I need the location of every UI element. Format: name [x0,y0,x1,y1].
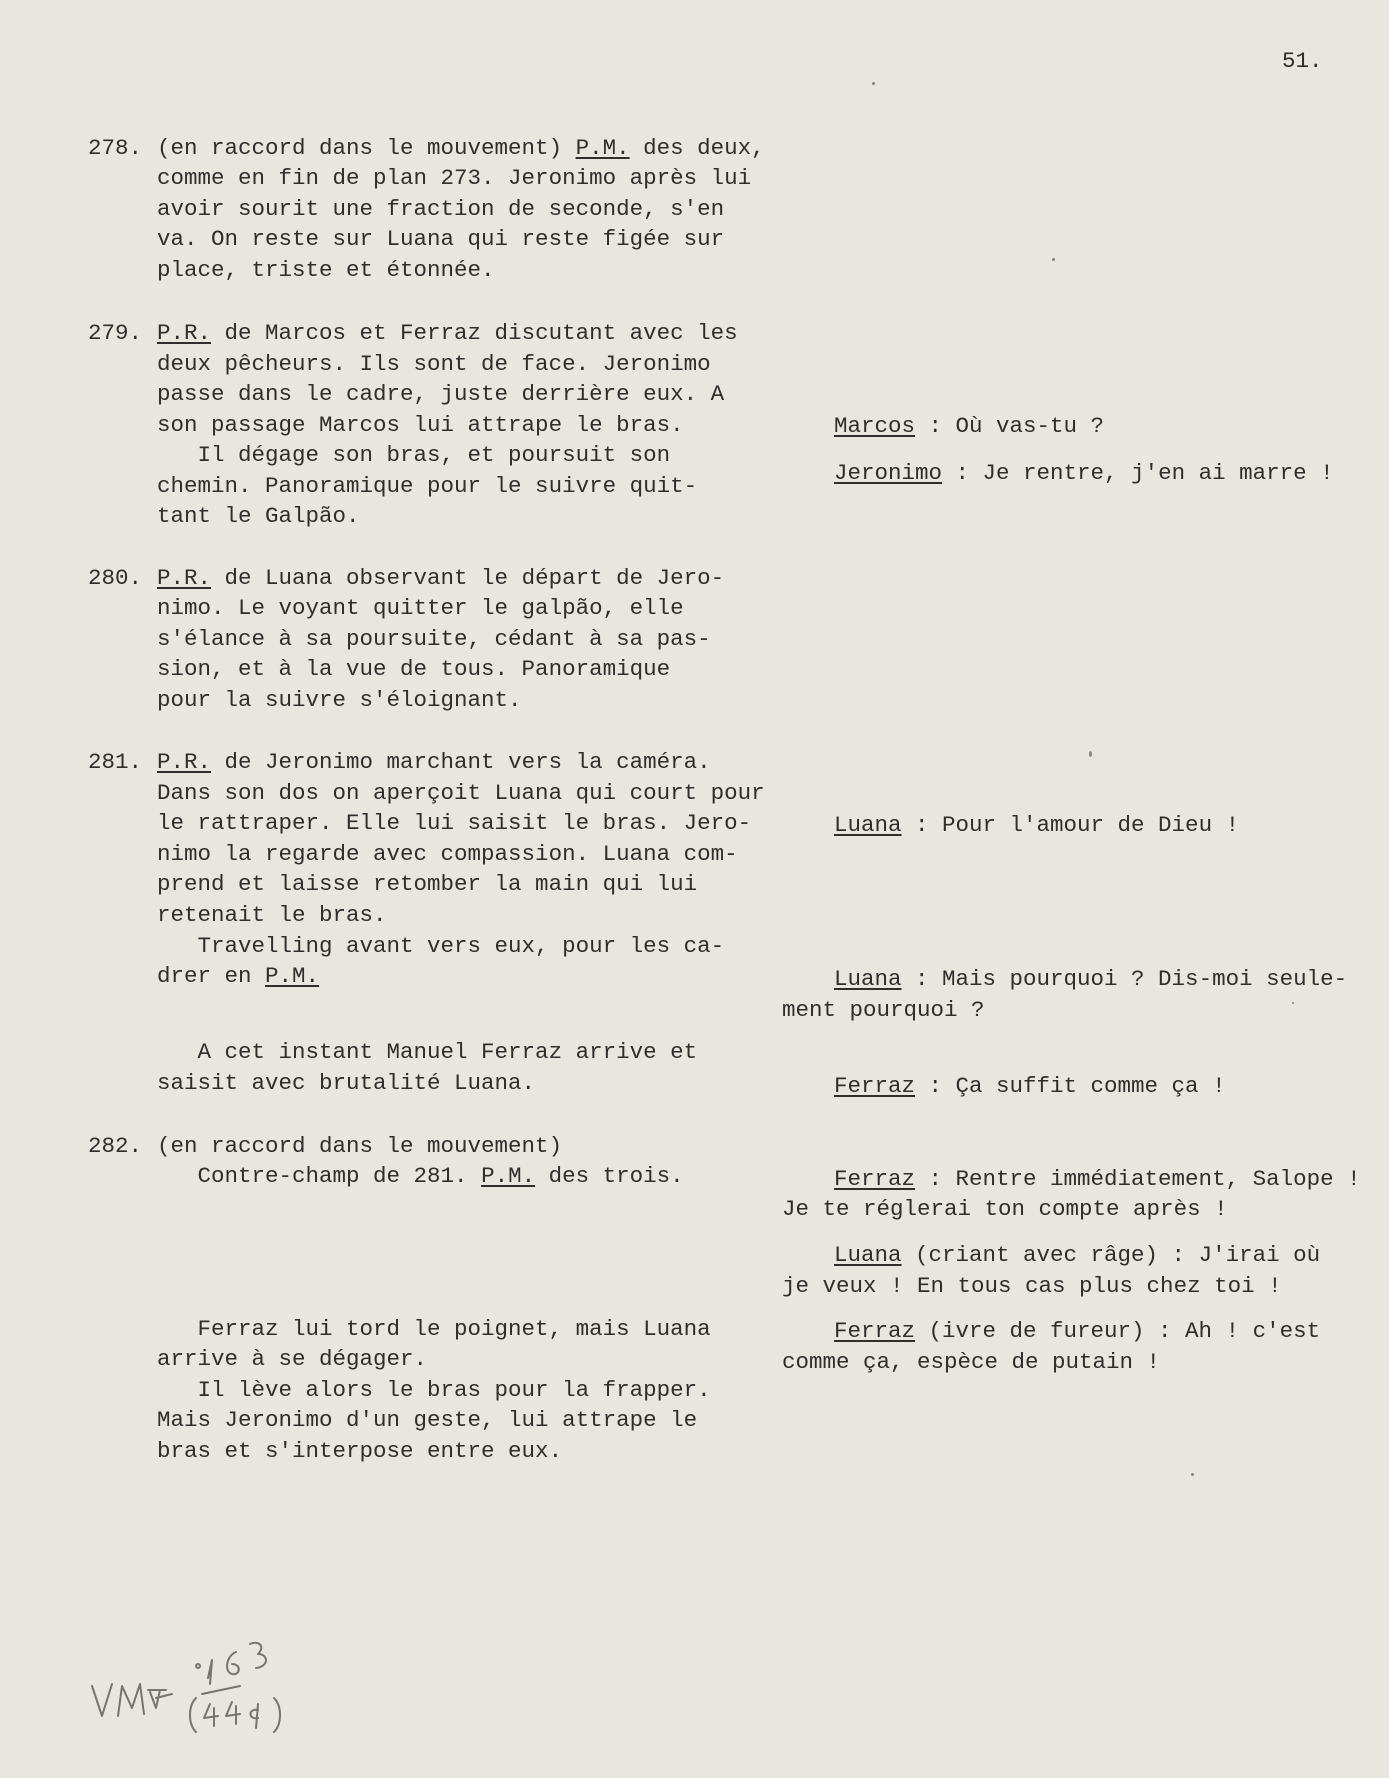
shot-line: place, triste et étonnée. [157,257,495,283]
speaker-name: Marcos [834,413,916,439]
shot-line: A cet instant Manuel Ferraz arrive et [157,1039,698,1065]
shot-line: deux pêcheurs. Ils sont de face. Jeronimo [157,351,711,377]
dialogue-line: ment pourquoi ? [782,997,985,1023]
shot-line: avoir sourit une fraction de seconde, s'en [157,196,725,222]
paper-speck [1292,1002,1294,1004]
shot-line: P.R. de Marcos et Ferraz discutant avec les [157,320,738,346]
shot-line: passe dans le cadre, juste derrière eux. A [157,381,725,407]
shot-line: bras et s'interpose entre eux. [157,1438,563,1464]
shot-line: Il dégage son bras, et poursuit son [157,442,671,468]
shot-line: Dans son dos on aperçoit Luana qui court pour [157,780,765,806]
dialogue-line: je veux ! En tous cas plus chez toi ! [782,1273,1282,1299]
shot-line: nimo. Le voyant quitter le galpão, elle [157,595,684,621]
dialogue-line: Jeronimo : Je rentre, j'en ai marre ! [834,460,1334,486]
shot-number: 278. [88,135,143,161]
shot-line: arrive à se dégager. [157,1346,428,1372]
shot-line: Contre-champ de 281. P.M. des trois. [157,1163,684,1189]
shot-line: saisit avec brutalité Luana. [157,1070,536,1096]
shot-line: sion, et à la vue de tous. Panoramique [157,656,671,682]
shot-line: va. On reste sur Luana qui reste figée sur [157,226,725,252]
shot-line: P.R. de Jeronimo marchant vers la caméra. [157,749,711,775]
shot-line: Mais Jeronimo d'un geste, lui attrape le [157,1407,698,1433]
shot-number: 282. [88,1133,143,1159]
paper-speck [872,82,875,85]
shot-line: drer en P.M. [157,963,320,989]
dialogue-line: Je te réglerai ton compte après ! [782,1196,1228,1222]
shot-line: pour la suivre s'éloignant. [157,687,522,713]
shot-line: le rattraper. Elle lui saisit le bras. Jero- [157,810,752,836]
shot-line: nimo la regarde avec compassion. Luana com- [157,841,738,867]
paper-speck [1089,751,1092,757]
speaker-name: Luana [834,966,902,992]
dialogue-line: Ferraz : Rentre immédiatement, Salope ! [834,1166,1361,1192]
speaker-name: Jeronimo [834,460,943,486]
shot-line: s'élance à sa poursuite, cédant à sa pas- [157,626,711,652]
shot-line: (en raccord dans le mouvement) P.M. des deux, [157,135,765,161]
shot-line: Travelling avant vers eux, pour les ca- [157,933,725,959]
paper-speck [1191,1473,1194,1476]
shot-line: P.R. de Luana observant le départ de Jero- [157,565,725,591]
shot-number: 280. [88,565,143,591]
shot-line: retenait le bras. [157,902,387,928]
shot-line: comme en fin de plan 273. Jeronimo après lui [157,165,752,191]
shot-number: 279. [88,320,143,346]
dialogue-line: Luana : Pour l'amour de Dieu ! [834,812,1240,838]
dialogue-line: comme ça, espèce de putain ! [782,1349,1161,1375]
shot-line: tant le Galpão. [157,503,360,529]
shot-line: Il lève alors le bras pour la frapper. [157,1377,711,1403]
speaker-name: Ferraz [834,1318,916,1344]
page-number: 51. [1282,48,1323,74]
shot-number: 281. [88,749,143,775]
handwritten-archive-note [86,1632,306,1742]
shot-line: Ferraz lui tord le poignet, mais Luana [157,1316,711,1342]
dialogue-line: Ferraz : Ça suffit comme ça ! [834,1073,1226,1099]
dialogue-line: Luana (criant avec râge) : J'irai où [834,1242,1321,1268]
speaker-name: Luana [834,812,902,838]
dialogue-line: Luana : Mais pourquoi ? Dis-moi seule- [834,966,1348,992]
shot-line: son passage Marcos lui attrape le bras. [157,412,684,438]
dialogue-line: Ferraz (ivre de fureur) : Ah ! c'est [834,1318,1321,1344]
speaker-name: Luana [834,1242,902,1268]
speaker-name: Ferraz [834,1073,916,1099]
shot-line: chemin. Panoramique pour le suivre quit- [157,473,698,499]
shot-line: (en raccord dans le mouvement) [157,1133,563,1159]
dialogue-line: Marcos : Où vas-tu ? [834,413,1105,439]
shot-line: prend et laisse retomber la main qui lui [157,871,698,897]
paper-speck [1052,258,1055,261]
speaker-name: Ferraz [834,1166,916,1192]
